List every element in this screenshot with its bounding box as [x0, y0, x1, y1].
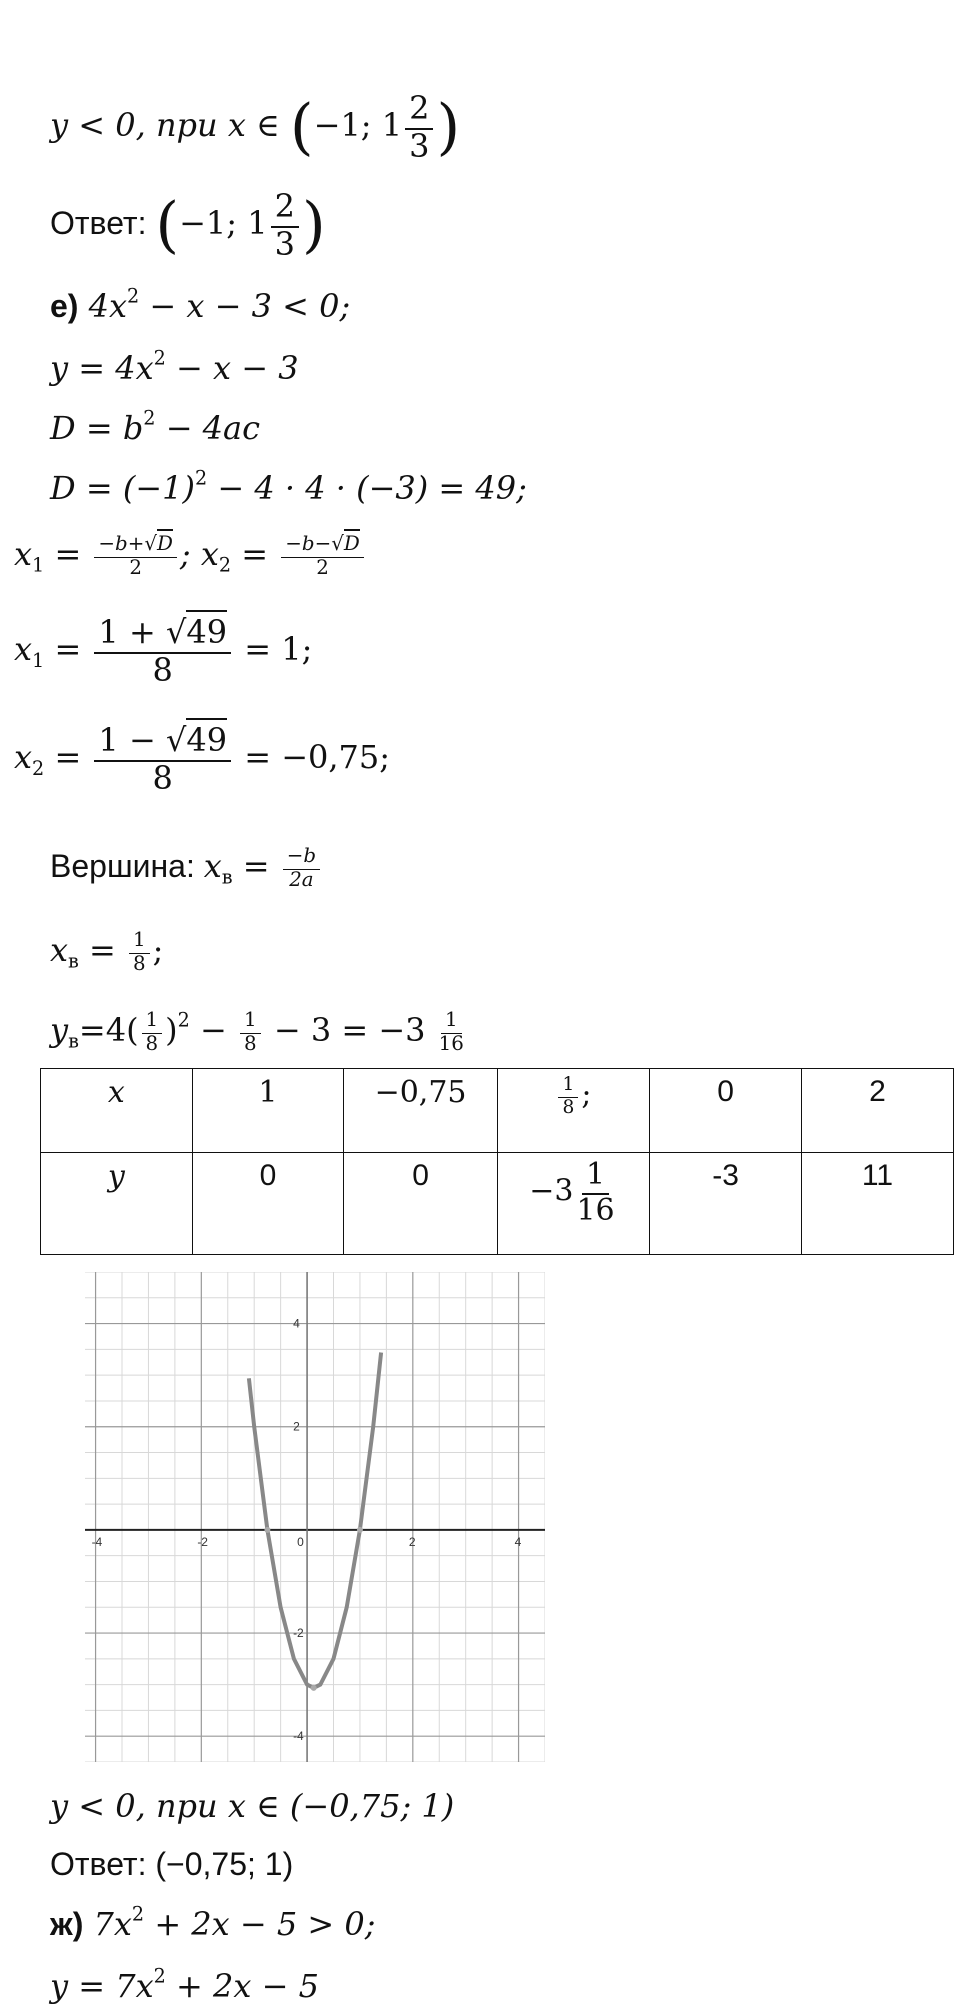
- y-tick-label: 4: [293, 1316, 300, 1331]
- solution-line-1: [50, 89, 461, 165]
- answer-line-1: [50, 187, 326, 263]
- numerator: −b: [283, 846, 320, 870]
- function-line: [50, 346, 299, 387]
- equals: =: [232, 846, 280, 885]
- radicand: 49: [186, 718, 227, 759]
- exponent: 2: [131, 1902, 145, 1926]
- expression: y = 4x: [50, 349, 154, 387]
- subscript: в: [68, 949, 79, 973]
- fraction: [576, 1159, 614, 1226]
- result: = 1;: [234, 630, 313, 669]
- numerator: 1: [558, 1075, 578, 1098]
- table-cell: [497, 1153, 649, 1255]
- table-cell: 0: [192, 1153, 344, 1255]
- denominator: 3: [409, 126, 430, 165]
- expression: −: [189, 1010, 238, 1049]
- expression-rest: + 2x − 5 > 0;: [144, 1905, 376, 1943]
- exponent: 2: [194, 466, 208, 490]
- root-x1: [14, 613, 313, 689]
- exponent: 2: [177, 1008, 190, 1032]
- subscript: 1: [32, 553, 45, 577]
- subscript: 2: [32, 756, 45, 780]
- variable: x: [203, 846, 222, 885]
- table-row: [41, 1069, 954, 1153]
- expression: D = b: [50, 409, 144, 447]
- fraction: [283, 846, 320, 891]
- numerator: 1: [582, 1159, 609, 1195]
- x-tick-label: -4: [91, 1534, 103, 1549]
- denominator: 8: [145, 1031, 159, 1055]
- expression: − 3 = −3: [263, 1010, 436, 1049]
- numerator: 2: [271, 190, 299, 228]
- denominator: 2: [129, 555, 142, 579]
- table-cell: -3: [650, 1153, 802, 1255]
- numerator: 2: [405, 92, 433, 130]
- open-paren: (: [289, 92, 314, 163]
- open-paren: (: [155, 190, 180, 261]
- numerator-part: −b+: [98, 532, 145, 555]
- task-label: ж): [50, 1906, 84, 1942]
- equals: =: [44, 630, 92, 669]
- subscript: 2: [218, 553, 232, 577]
- expression-rest: + 2x − 5: [165, 1967, 319, 2005]
- table-cell: 0: [650, 1069, 802, 1153]
- equals: =: [78, 930, 127, 969]
- inequality-text: y < 0, при x ∈ (−0,75; 1): [50, 1787, 455, 1825]
- x-tick-label: -2: [197, 1534, 208, 1549]
- table-cell: 1: [192, 1069, 344, 1153]
- subscript: в: [68, 1029, 79, 1053]
- radicand: 49: [186, 610, 227, 651]
- numerator-part: 1 +: [98, 613, 166, 651]
- fraction: [405, 89, 433, 165]
- x-tick-label: 2: [408, 1534, 416, 1549]
- y-tick-label: -4: [293, 1729, 304, 1744]
- punctuation: ;: [152, 930, 164, 969]
- discriminant-formula: [50, 406, 261, 447]
- vertex-x: [50, 930, 163, 975]
- fraction: [142, 1010, 163, 1055]
- denominator: 8: [244, 1031, 257, 1055]
- variable: x: [14, 738, 33, 777]
- denominator: 16: [438, 1031, 464, 1055]
- equals: =: [231, 534, 279, 573]
- result: = −0,75;: [234, 738, 391, 777]
- x-tick-label: 4: [514, 1534, 522, 1549]
- numerator: 1 + √49: [94, 616, 231, 654]
- task-zh-heading: [50, 1902, 376, 1943]
- table-cell: y: [41, 1153, 193, 1255]
- fraction: [94, 721, 231, 797]
- expression: 7x: [83, 1905, 132, 1943]
- expression: =4(: [78, 1010, 139, 1049]
- discriminant-value: [50, 466, 527, 507]
- radicand: D: [157, 529, 173, 555]
- parabola-graph: [85, 1272, 545, 1762]
- whole-part: −3: [529, 1173, 574, 1209]
- fraction: [271, 187, 299, 263]
- denominator: 8: [152, 758, 173, 797]
- root-x2: [14, 721, 391, 797]
- fraction: [94, 534, 176, 579]
- y-tick-label: 2: [293, 1419, 300, 1434]
- denominator: 8: [562, 1096, 575, 1118]
- fraction: [240, 1010, 261, 1055]
- fraction: [94, 613, 231, 689]
- denominator: 8: [133, 951, 146, 975]
- table-cell: −0,75: [344, 1069, 498, 1153]
- answer-text: Ответ: (−0,75; 1): [50, 1846, 294, 1882]
- y-tick-label: -2: [293, 1626, 304, 1641]
- punctuation: ;: [581, 1077, 592, 1113]
- interval-text: −1; 1: [313, 106, 403, 145]
- data-point: [311, 1685, 317, 1691]
- equals: =: [44, 534, 92, 573]
- vertex-y: [50, 1010, 467, 1055]
- values-table: [40, 1068, 954, 1255]
- radicand: D: [344, 529, 360, 555]
- table-cell: x: [41, 1069, 193, 1153]
- numerator: 1: [142, 1010, 163, 1034]
- fraction: [558, 1075, 578, 1117]
- expression-rest: − 4ac: [155, 409, 261, 447]
- vertex-label: Вершина:: [50, 847, 204, 884]
- variable: x: [14, 630, 33, 669]
- exponent: 2: [153, 1964, 166, 1988]
- numerator: 1: [129, 930, 150, 954]
- expression-rest: − 4 · 4 · (−3) = 49;: [207, 469, 527, 507]
- fraction: [281, 534, 363, 579]
- denominator: 3: [274, 224, 295, 263]
- table-cell: [497, 1069, 649, 1153]
- denominator: 2a: [289, 867, 314, 891]
- numerator: −b+√D: [94, 534, 176, 558]
- variable: y: [50, 1010, 69, 1049]
- answer-label: Ответ:: [50, 205, 156, 242]
- close-paren: ): [301, 190, 326, 261]
- equals: =: [44, 738, 92, 777]
- expression-rest: − x − 3: [165, 349, 299, 387]
- separator: ; x: [179, 534, 219, 573]
- data-point: [357, 1527, 363, 1533]
- expression: D = (−1): [50, 469, 195, 507]
- expression: ): [165, 1010, 178, 1049]
- numerator-part: −b−: [285, 532, 332, 555]
- table-row: [41, 1153, 954, 1255]
- numerator: 1: [441, 1010, 462, 1034]
- numerator-part: 1 −: [98, 721, 166, 759]
- exponent: 2: [143, 406, 156, 430]
- denominator: 8: [152, 650, 173, 689]
- table-cell: 11: [801, 1153, 953, 1255]
- variable: x: [50, 930, 69, 969]
- denominator: 2: [316, 555, 329, 579]
- function-line-2: [50, 1964, 319, 2005]
- numerator: 1 − √49: [94, 724, 231, 762]
- close-paren: ): [436, 92, 461, 163]
- exponent: 2: [127, 284, 140, 308]
- expression: 4x: [78, 287, 128, 325]
- fraction: [439, 1010, 464, 1055]
- fraction: [129, 930, 150, 975]
- numerator: 1: [240, 1010, 261, 1034]
- series-line: [249, 1353, 381, 1688]
- task-e-heading: [50, 284, 351, 325]
- table-cell: 0: [344, 1153, 498, 1255]
- roots-formula: [14, 534, 367, 579]
- subscript: в: [221, 865, 233, 889]
- subscript: 1: [32, 648, 45, 672]
- vertex-formula: [50, 846, 323, 891]
- data-point: [264, 1527, 270, 1533]
- task-label: е): [50, 288, 79, 324]
- variable: x: [14, 534, 33, 573]
- solution-line-2: [50, 1787, 455, 1825]
- denominator: 16: [576, 1192, 615, 1228]
- interval-text: −1; 1: [179, 204, 268, 243]
- exponent: 2: [153, 346, 166, 370]
- answer-line-2: [50, 1848, 293, 1880]
- expression-rest: − x − 3 < 0;: [139, 287, 351, 325]
- expression: y = 7x: [50, 1967, 154, 2005]
- inequality-text: y < 0, при x ∈: [50, 106, 290, 145]
- table-cell: 2: [801, 1069, 953, 1153]
- numerator: −b−√D: [281, 534, 363, 558]
- x-tick-label: 0: [297, 1534, 304, 1549]
